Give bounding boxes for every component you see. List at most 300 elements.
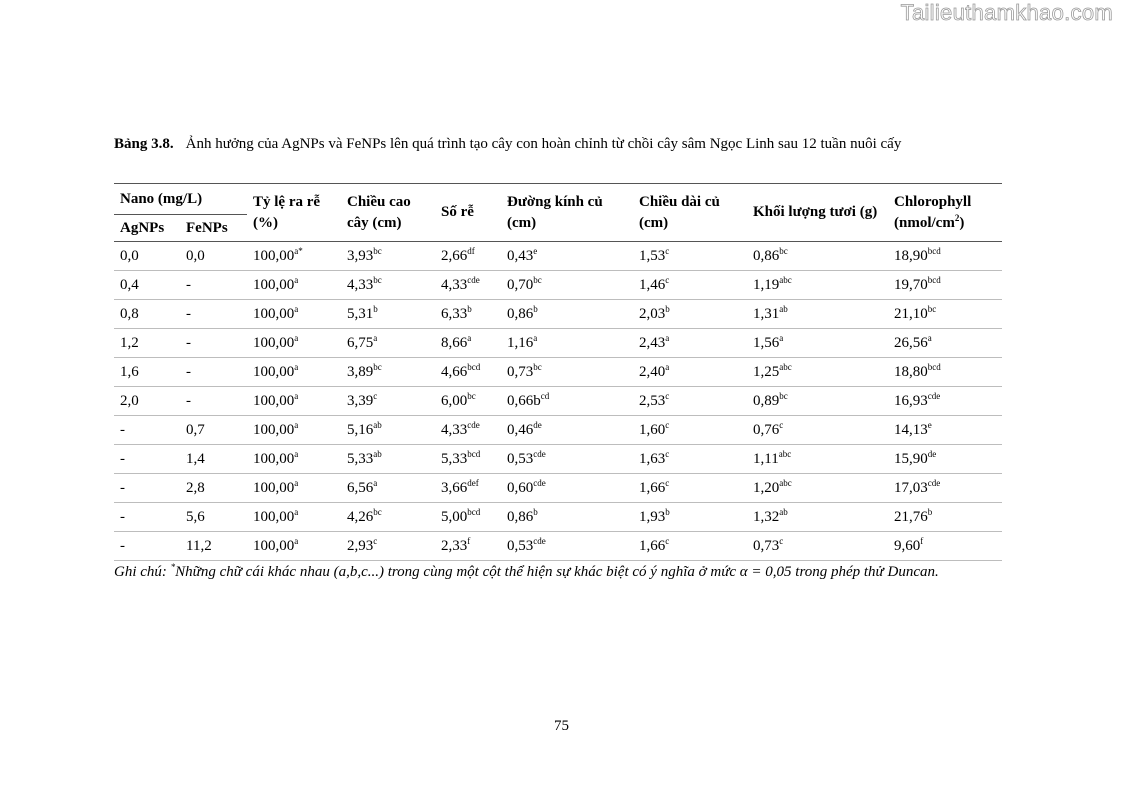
cell-value: 4,26 [347, 509, 374, 525]
table-cell [341, 503, 435, 532]
table-row [114, 474, 1002, 503]
table-cell [180, 271, 247, 300]
cell-significance-letter: c [373, 391, 378, 401]
cell-significance-letter: bcd [467, 507, 481, 517]
table-cell [747, 474, 888, 503]
table-cell [747, 358, 888, 387]
cell-significance-letter: de [927, 449, 937, 459]
table-cell [247, 271, 341, 300]
cell-value: 1,31 [753, 306, 780, 322]
footnote-text: Những chữ cái khác nhau (a,b,c...) trong cùng một cột thể hiện sự khác biệt có ý nghĩa ở mức α = 0,05 trong phép thử Duncan. [175, 564, 939, 580]
table-caption [114, 133, 1014, 155]
cell-significance-letter: a [927, 333, 932, 343]
cell-value: 3,89 [347, 364, 374, 380]
cell-significance-letter: a [294, 362, 299, 372]
chlorophyll-unit: (nmol/cm [894, 214, 955, 231]
table-row [114, 358, 1002, 387]
cell-value: 1,66 [639, 480, 666, 496]
cell-significance-letter: ab [779, 304, 788, 314]
table-row [114, 329, 1002, 358]
table-cell [501, 387, 633, 416]
header-plant-height: Chiều cao cây (cm) [341, 184, 435, 242]
table-cell [747, 271, 888, 300]
cell-value: 1,20 [753, 480, 780, 496]
table-cell [435, 445, 501, 474]
cell-value: - [186, 277, 191, 293]
cell-value: 15,90 [894, 451, 928, 467]
table-cell [114, 416, 180, 445]
table-cell [341, 445, 435, 474]
cell-significance-letter: bcd [927, 246, 941, 256]
cell-significance-letter: b [665, 304, 670, 314]
cell-value: 1,56 [753, 335, 780, 351]
table-cell [435, 300, 501, 329]
table-cell [247, 242, 341, 271]
header-chlorophyll [888, 184, 1002, 242]
cell-value: 1,16 [507, 335, 534, 351]
table-cell [114, 503, 180, 532]
table-cell [247, 387, 341, 416]
table-cell [435, 532, 501, 561]
table-cell [247, 358, 341, 387]
cell-value: 1,11 [753, 451, 779, 467]
table-cell [247, 300, 341, 329]
cell-value: 1,19 [753, 277, 780, 293]
cell-significance-letter: f [467, 536, 471, 546]
cell-value: 0,86 [507, 509, 534, 525]
cell-significance-letter: bc [373, 275, 382, 285]
table-cell [435, 387, 501, 416]
cell-significance-letter: bc [533, 275, 542, 285]
table-cell [247, 474, 341, 503]
subheader-agnps: AgNPs [114, 215, 180, 242]
cell-value: 17,03 [894, 480, 928, 496]
cell-value: 1,93 [639, 509, 666, 525]
table-cell [888, 329, 1002, 358]
header-tuber-length: Chiều dài củ (cm) [633, 184, 747, 242]
table-cell [114, 242, 180, 271]
cell-value: 11,2 [186, 538, 212, 554]
cell-significance-letter: c [665, 246, 670, 256]
table-cell [888, 532, 1002, 561]
table-cell [435, 242, 501, 271]
footnote-star: * [170, 562, 176, 572]
cell-value: 5,31 [347, 306, 374, 322]
cell-value: 4,33 [441, 277, 468, 293]
table-cell [747, 503, 888, 532]
cell-value: 1,25 [753, 364, 780, 380]
cell-value: 14,13 [894, 422, 928, 438]
cell-significance-letter: b [927, 507, 933, 517]
cell-value: 0,46 [507, 422, 534, 438]
table-cell [114, 474, 180, 503]
table-cell [435, 329, 501, 358]
cell-significance-letter: a [373, 478, 378, 488]
table-cell [341, 387, 435, 416]
table-cell [247, 329, 341, 358]
table-cell [114, 300, 180, 329]
cell-value: 19,70 [894, 277, 928, 293]
table-cell [341, 532, 435, 561]
cell-significance-letter: cde [533, 536, 546, 546]
table-cell [747, 387, 888, 416]
cell-significance-letter: a [294, 304, 299, 314]
cell-significance-letter: e [533, 246, 538, 256]
cell-value: 4,33 [347, 277, 374, 293]
cell-value: 3,93 [347, 248, 374, 264]
chlorophyll-unit-exponent: 2 [954, 212, 960, 223]
cell-significance-letter: a [665, 362, 670, 372]
cell-significance-letter: b [533, 507, 538, 517]
table-cell [747, 416, 888, 445]
cell-value: 0,0 [186, 248, 205, 264]
table-cell [435, 358, 501, 387]
cell-significance-letter: a [779, 333, 784, 343]
cell-value: 0,4 [120, 277, 139, 293]
cell-value: 100,00 [253, 277, 295, 293]
table-cell [180, 503, 247, 532]
cell-value: 2,33 [441, 538, 468, 554]
cell-significance-letter: a [294, 275, 299, 285]
table-cell [341, 271, 435, 300]
cell-value: 1,53 [639, 248, 666, 264]
cell-value: 18,90 [894, 248, 928, 264]
cell-value: 100,00 [253, 248, 295, 264]
table-cell [633, 300, 747, 329]
table-cell [341, 358, 435, 387]
cell-significance-letter: cde [467, 420, 480, 430]
cell-value: 0,86 [753, 248, 780, 264]
table-cell [747, 445, 888, 474]
table-cell [180, 445, 247, 474]
table-cell [888, 416, 1002, 445]
cell-value: 3,66 [441, 480, 468, 496]
cell-significance-letter: c [779, 420, 784, 430]
cell-value: - [120, 509, 125, 525]
table-cell [747, 532, 888, 561]
cell-value: 5,33 [441, 451, 468, 467]
table-cell [435, 416, 501, 445]
cell-significance-letter: c [779, 536, 784, 546]
cell-significance-letter: a [294, 507, 299, 517]
cell-value: - [120, 422, 125, 438]
cell-value: 8,66 [441, 335, 468, 351]
cell-significance-letter: bc [467, 391, 476, 401]
cell-value: 1,46 [639, 277, 666, 293]
table-cell [435, 503, 501, 532]
cell-significance-letter: c [665, 420, 670, 430]
cell-significance-letter: a [533, 333, 538, 343]
table-cell [888, 503, 1002, 532]
cell-value: 0,66b [507, 393, 541, 409]
table-row [114, 387, 1002, 416]
cell-value: 2,8 [186, 480, 205, 496]
cell-value: 2,0 [120, 393, 139, 409]
cell-value: 3,39 [347, 393, 374, 409]
cell-significance-letter: bc [779, 246, 788, 256]
table-cell [341, 329, 435, 358]
cell-significance-letter: cde [533, 478, 546, 488]
cell-significance-letter: de [533, 420, 542, 430]
cell-value: 9,60 [894, 538, 921, 554]
cell-value: 1,32 [753, 509, 780, 525]
cell-value: 6,33 [441, 306, 468, 322]
chlorophyll-unit-close: ) [959, 214, 965, 231]
cell-significance-letter: a [294, 449, 299, 459]
cell-significance-letter: c [665, 275, 670, 285]
footnote-prefix: Ghi chú: [114, 564, 171, 580]
table-cell [747, 329, 888, 358]
cell-value: 0,86 [507, 306, 534, 322]
cell-significance-letter: a [294, 333, 299, 343]
cell-value: 100,00 [253, 335, 295, 351]
table-cell [341, 474, 435, 503]
header-root-count: Số rễ [435, 184, 501, 242]
table-cell [633, 387, 747, 416]
table-cell [341, 300, 435, 329]
cell-value: 1,4 [186, 451, 205, 467]
cell-value: 0,7 [186, 422, 205, 438]
cell-significance-letter: bc [779, 391, 788, 401]
table-row [114, 242, 1002, 271]
cell-significance-letter: cde [533, 449, 546, 459]
table-cell [888, 445, 1002, 474]
table-cell [501, 329, 633, 358]
cell-value: 0,89 [753, 393, 780, 409]
chlorophyll-label: Chlorophyll [894, 193, 972, 210]
table-cell [180, 474, 247, 503]
cell-significance-letter: bc [533, 362, 542, 372]
cell-value: 100,00 [253, 364, 295, 380]
cell-value: 4,66 [441, 364, 468, 380]
cell-value: 1,60 [639, 422, 666, 438]
cell-significance-letter: abc [779, 362, 792, 372]
cell-significance-letter: ab [373, 449, 382, 459]
cell-value: 100,00 [253, 306, 295, 322]
cell-value: 21,76 [894, 509, 928, 525]
cell-significance-letter: a [294, 420, 299, 430]
table-row [114, 416, 1002, 445]
cell-significance-letter: cd [540, 391, 550, 401]
cell-significance-letter: bcd [467, 362, 481, 372]
cell-value: 0,76 [753, 422, 780, 438]
table-cell [888, 271, 1002, 300]
cell-value: 1,66 [639, 538, 666, 554]
table-cell [180, 358, 247, 387]
cell-significance-letter: def [467, 478, 479, 488]
cell-value: 0,73 [507, 364, 534, 380]
table-cell [501, 532, 633, 561]
cell-value: 1,2 [120, 335, 139, 351]
cell-significance-letter: f [920, 536, 924, 546]
table-cell [180, 300, 247, 329]
cell-significance-letter: a [294, 478, 299, 488]
cell-significance-letter: abc [778, 449, 792, 459]
table-cell [633, 416, 747, 445]
table-cell [633, 271, 747, 300]
cell-value: 4,33 [441, 422, 468, 438]
cell-significance-letter: a [373, 333, 378, 343]
cell-significance-letter: c [665, 478, 670, 488]
cell-value: 6,00 [441, 393, 468, 409]
cell-value: 5,16 [347, 422, 374, 438]
cell-value: 100,00 [253, 451, 295, 467]
cell-value: 0,60 [507, 480, 534, 496]
table-cell [501, 503, 633, 532]
cell-value: 2,43 [639, 335, 666, 351]
cell-significance-letter: bcd [927, 275, 941, 285]
table-cell [435, 271, 501, 300]
table-cell [633, 532, 747, 561]
cell-significance-letter: ab [779, 507, 788, 517]
table-cell [247, 503, 341, 532]
table-cell [633, 503, 747, 532]
table-body [114, 242, 1002, 561]
cell-value: 5,6 [186, 509, 205, 525]
cell-significance-letter: b [665, 507, 670, 517]
table-cell [114, 532, 180, 561]
cell-value: 2,53 [639, 393, 666, 409]
cell-significance-letter: b [467, 304, 472, 314]
table-row [114, 300, 1002, 329]
cell-value: 100,00 [253, 509, 295, 525]
table-cell [114, 387, 180, 416]
table-cell [435, 474, 501, 503]
table-cell [341, 416, 435, 445]
cell-value: 0,43 [507, 248, 534, 264]
cell-value: 100,00 [253, 538, 295, 554]
cell-significance-letter: bcd [467, 449, 481, 459]
cell-value: 21,10 [894, 306, 928, 322]
cell-value: 0,73 [753, 538, 780, 554]
cell-value: 5,00 [441, 509, 468, 525]
page-number: 75 [554, 718, 569, 734]
table-cell [633, 329, 747, 358]
cell-value: - [120, 451, 125, 467]
cell-value: 100,00 [253, 393, 295, 409]
cell-value: 0,53 [507, 451, 534, 467]
table-cell [501, 445, 633, 474]
cell-significance-letter: a [665, 333, 670, 343]
cell-value: 16,93 [894, 393, 928, 409]
table-cell [888, 300, 1002, 329]
table-cell [633, 242, 747, 271]
cell-significance-letter: c [373, 536, 378, 546]
table-cell [180, 242, 247, 271]
table-cell [501, 242, 633, 271]
cell-significance-letter: cde [927, 478, 941, 488]
table-cell [180, 387, 247, 416]
cell-value: 2,66 [441, 248, 468, 264]
cell-value: 0,70 [507, 277, 534, 293]
cell-significance-letter: c [665, 391, 670, 401]
header-tuber-diameter: Đường kính củ (cm) [501, 184, 633, 242]
cell-significance-letter: cde [927, 391, 941, 401]
cell-significance-letter: bc [927, 304, 937, 314]
table-cell [247, 416, 341, 445]
cell-value: 100,00 [253, 480, 295, 496]
cell-significance-letter: c [665, 536, 670, 546]
table-cell [114, 445, 180, 474]
cell-significance-letter: bc [373, 246, 382, 256]
cell-value: - [186, 335, 191, 351]
table-cell [633, 474, 747, 503]
caption-text: Ảnh hưởng của AgNPs và FeNPs lên quá trình tạo cây con hoàn chỉnh từ chồi cây sâm Ngọc Linh sau 12 tuần nuôi cấy [185, 136, 902, 152]
cell-value: 1,63 [639, 451, 666, 467]
table-cell [114, 329, 180, 358]
cell-value: 0,8 [120, 306, 139, 322]
table-cell [501, 271, 633, 300]
cell-value: 2,03 [639, 306, 666, 322]
cell-significance-letter: abc [779, 275, 792, 285]
cell-value: - [186, 393, 191, 409]
table-row [114, 445, 1002, 474]
cell-value: 6,56 [347, 480, 374, 496]
subheader-fenps: FeNPs [180, 215, 247, 242]
table-cell [888, 387, 1002, 416]
cell-value: 0,0 [120, 248, 139, 264]
cell-value: - [186, 364, 191, 380]
cell-value: 2,40 [639, 364, 666, 380]
watermark: Tailieuthamkhao.com [900, 0, 1113, 25]
table-cell [247, 532, 341, 561]
cell-significance-letter: b [373, 304, 378, 314]
cell-value: - [120, 480, 125, 496]
table-row [114, 532, 1002, 561]
cell-value: 0,53 [507, 538, 534, 554]
table-cell [747, 242, 888, 271]
table-cell [501, 300, 633, 329]
cell-significance-letter: c [665, 449, 670, 459]
cell-significance-letter: b [533, 304, 538, 314]
cell-significance-letter: a* [294, 246, 303, 256]
table-cell [501, 474, 633, 503]
cell-significance-letter: bc [373, 362, 382, 372]
table-row [114, 503, 1002, 532]
cell-significance-letter: ab [373, 420, 382, 430]
cell-significance-letter: bc [373, 507, 382, 517]
cell-significance-letter: a [294, 536, 299, 546]
table-cell [247, 445, 341, 474]
cell-significance-letter: abc [779, 478, 792, 488]
cell-significance-letter: bcd [927, 362, 941, 372]
cell-value: 1,6 [120, 364, 139, 380]
table-cell [114, 358, 180, 387]
table-cell [180, 532, 247, 561]
table-cell [888, 358, 1002, 387]
table-cell [888, 474, 1002, 503]
cell-value: 26,56 [894, 335, 928, 351]
header-fresh-weight: Khối lượng tươi (g) [747, 184, 888, 242]
table-cell [501, 358, 633, 387]
cell-value: - [120, 538, 125, 554]
header-rooting-rate: Tỷ lệ ra rễ (%) [247, 184, 341, 242]
caption-label: Bảng 3.8. [114, 136, 174, 152]
table-cell [341, 242, 435, 271]
results-table [114, 183, 1002, 561]
table-cell [633, 358, 747, 387]
cell-significance-letter: e [927, 420, 932, 430]
table-cell [114, 271, 180, 300]
cell-value: 100,00 [253, 422, 295, 438]
cell-value: 18,80 [894, 364, 928, 380]
cell-significance-letter: cde [467, 275, 480, 285]
cell-significance-letter: df [467, 246, 475, 256]
cell-value: 2,93 [347, 538, 374, 554]
cell-significance-letter: a [294, 391, 299, 401]
table-cell [501, 416, 633, 445]
table-cell [888, 242, 1002, 271]
